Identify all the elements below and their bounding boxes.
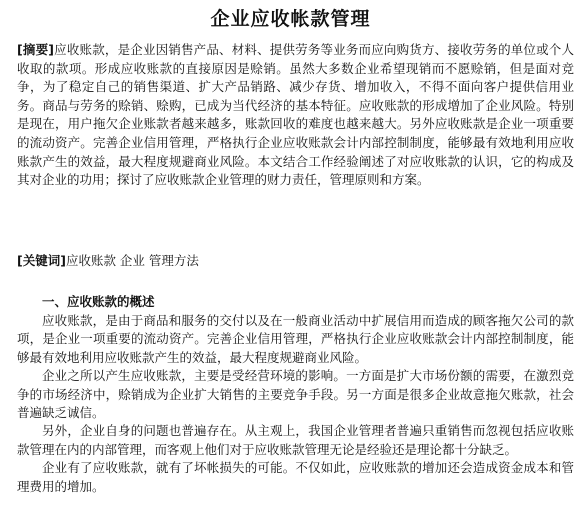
document-title: 企业应收帐款管理 xyxy=(210,8,371,30)
abstract-tag: [摘要] xyxy=(17,42,54,57)
keywords-tag: [关键词] xyxy=(17,253,66,268)
section-heading: 一、应收账款的概述 xyxy=(42,294,155,309)
keywords-line xyxy=(17,252,574,270)
body-paragraph: 企业有了应收账款，就有了坏帐损失的可能。不仅如此，应收账款的增加还会造成资金成本和管理费用的增加。 xyxy=(17,460,574,494)
body-paragraph: 另外，企业自身的问题也普遍存在。从主观上，我国企业管理者普遍只重销售而忽视包括应收账款管理在内的内部管理，而客观上他们对于应收账款管理无论是经验还是理论都十分缺乏。 xyxy=(17,423,574,457)
body-paragraph: 应收账款，是由于商品和服务的交付以及在一般商业活动中扩展信用而造成的顾客拖欠公司的款项，是企业一项重要的流动资产。完善企业信用管理，严格执行企业应收账款会计内部控制制度，能够最有效地利用应收账款产生的效益，最大程度规避商业风险。 xyxy=(17,313,574,365)
section-body xyxy=(17,312,574,496)
abstract-text: 应收账款，是企业因销售产品、材料、提供劳务等业务而应向购货方、接收劳务的单位或个人收取的款项。形成应收账款的直接原因是赊销。虽然大多数企业希望现销而不愿赊销，但是面对竞争，为了稳定自己的销售渠道、扩大产品销路、减少存货、增加收入，不得不面向客户提供信用业务。商品与劳务的赊销、赊购，已成为当代经济的基本特征。应收账款的形成增加了企业风险。特别是现在，用户拖欠企业账款者越来越多，账款回收的难度也越来越大。另外应收账款是企业一项重要的流动资产。完善企业信用管理，严格执行企业应收账款会计内部控制制度，能够最有效地利用应收账款产生的效益，最大程度规避商业风险。本文结合工作经验阐述了对应收账款的认识，它的构成及其对企业的功用；探讨了应收账款企业管理的财力责任，管理原则和方案。 xyxy=(17,42,574,188)
keywords-text: 应收账款 企业 管理方法 xyxy=(65,253,199,268)
body-paragraph: 企业之所以产生应收账款，主要是受经营环境的影响。一方面是扩大市场份额的需要，在激烈竞争的市场经济中，赊销成为企业扩大销售的主要竞争手段。另一方面是很多企业故意拖欠账款，社会普遍缺乏诚信。 xyxy=(17,368,574,421)
abstract-paragraph xyxy=(17,41,574,190)
